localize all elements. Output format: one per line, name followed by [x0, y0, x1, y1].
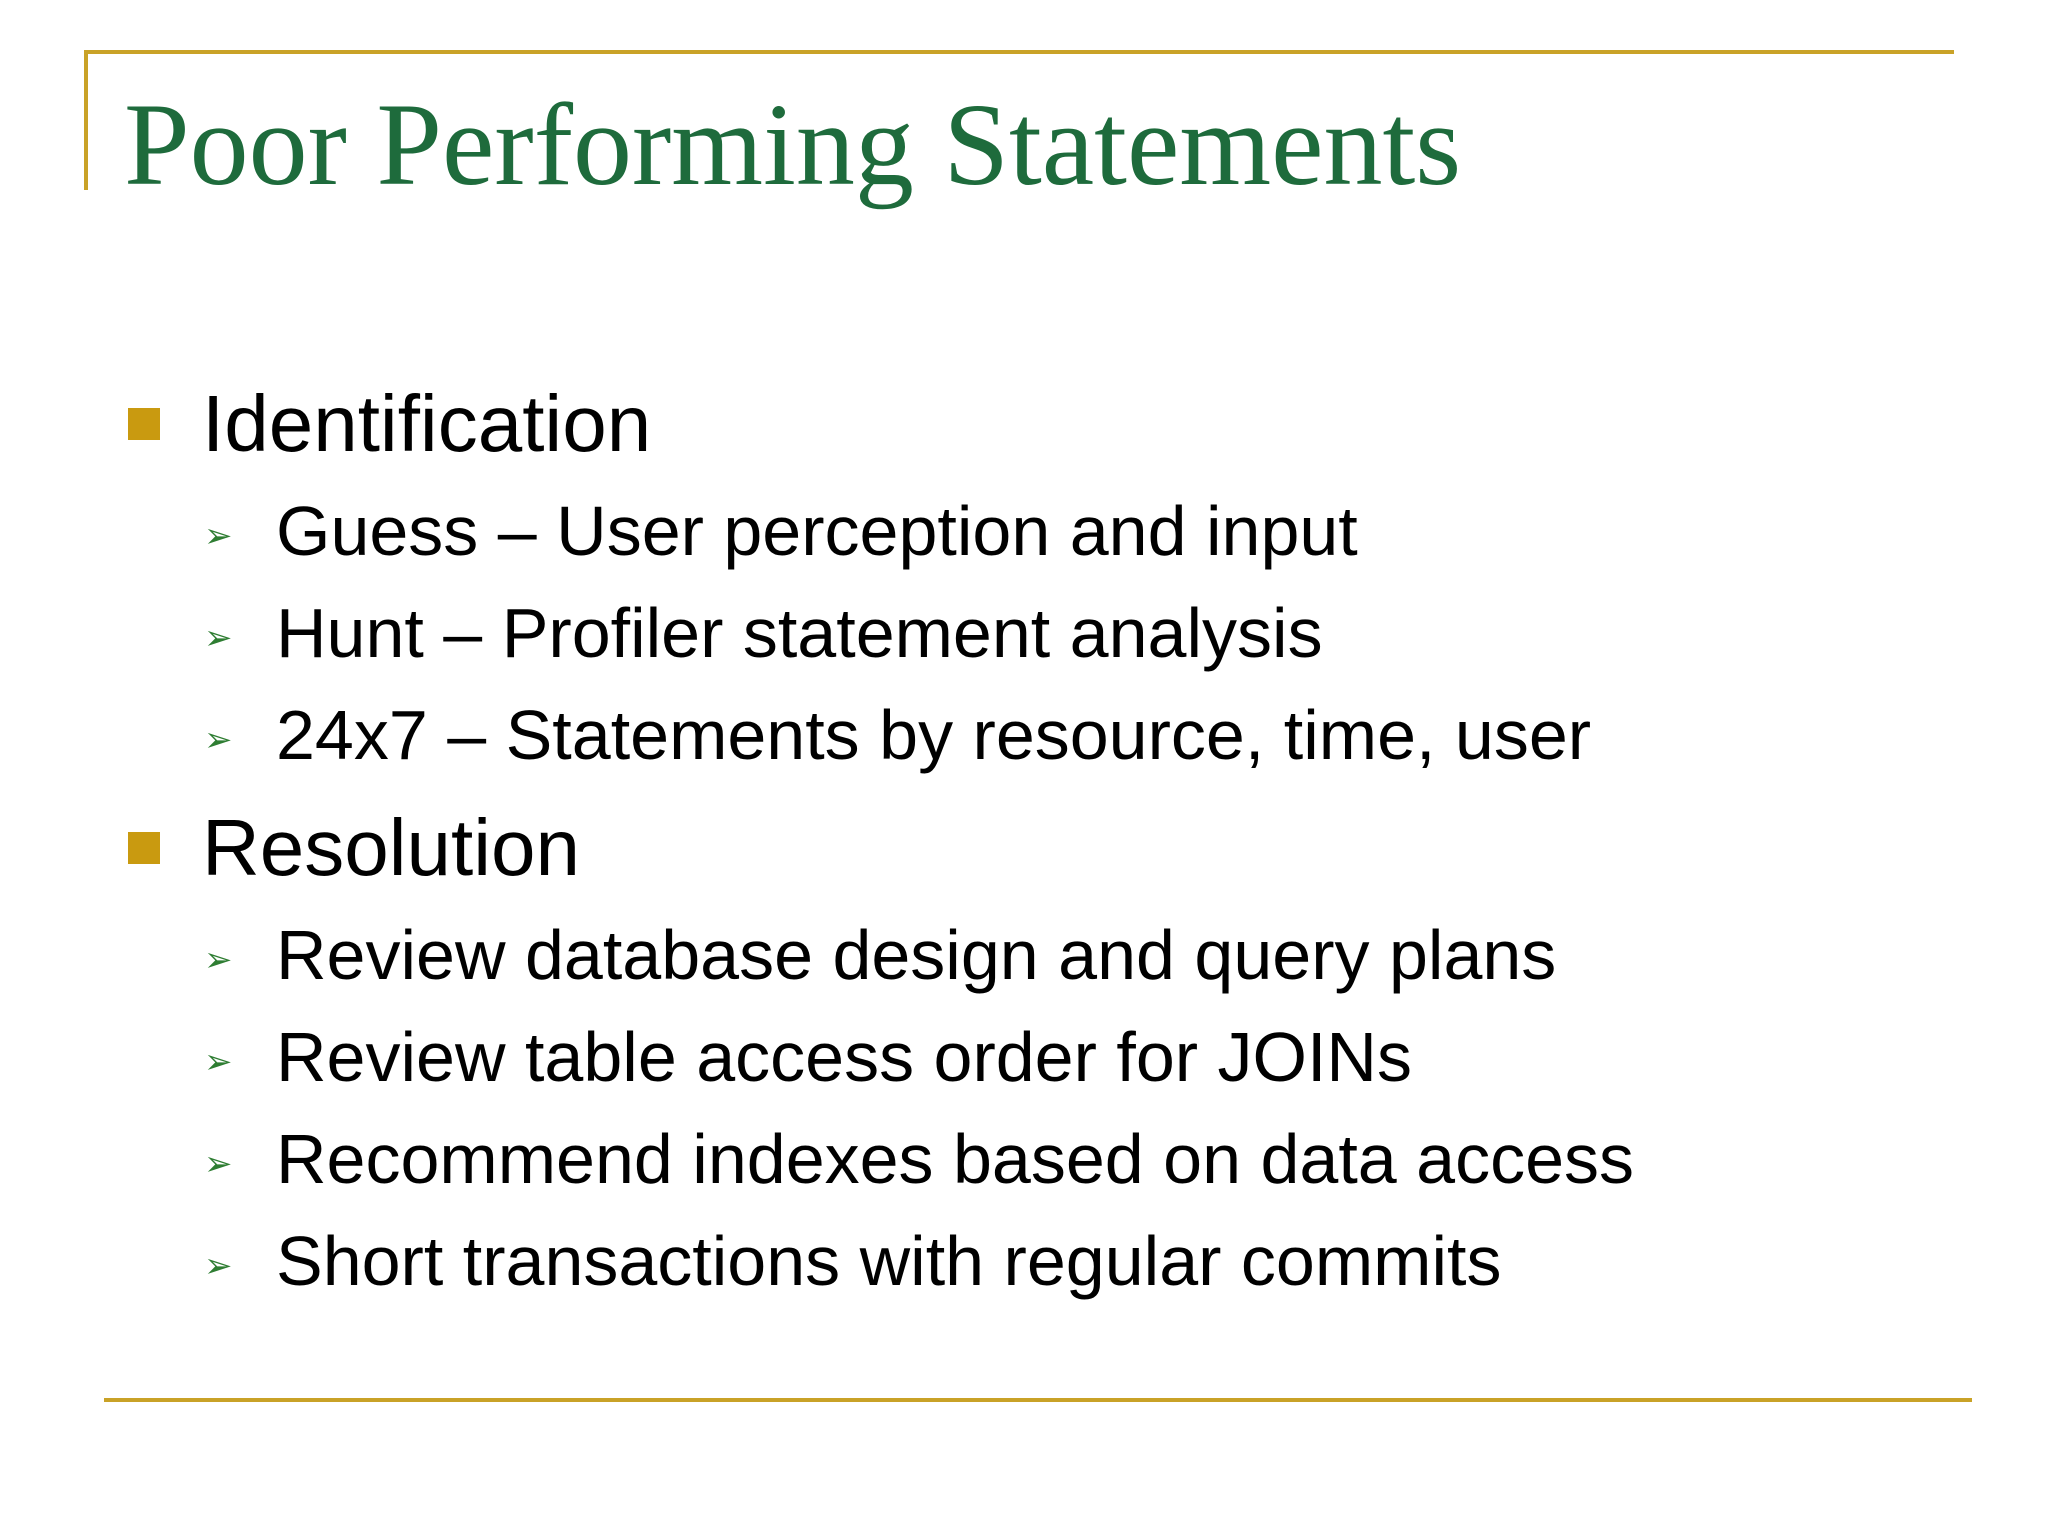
section-identification: [124, 374, 1924, 790]
section-heading: Identification: [202, 379, 652, 468]
arrowhead-bullet-icon: ➢: [204, 1145, 233, 1183]
arrowhead-bullet-icon: ➢: [204, 619, 233, 657]
list-item-text: Short transactions with regular commits: [276, 1222, 1502, 1300]
arrowhead-bullet-icon: ➢: [204, 721, 233, 759]
arrowhead-bullet-icon: ➢: [204, 517, 233, 555]
square-bullet-icon: [128, 408, 160, 440]
list-item-text: Recommend indexes based on data access: [276, 1120, 1635, 1198]
section-gap: [124, 790, 1924, 798]
arrowhead-bullet-icon: ➢: [204, 1043, 233, 1081]
list-item-text: Hunt – Profiler statement analysis: [276, 594, 1323, 672]
list-item-text: Guess – User perception and input: [276, 492, 1358, 570]
list-item: [124, 586, 1924, 688]
left-frame-line: [84, 50, 88, 190]
slide-body: [124, 374, 1924, 1316]
list-item-text: 24x7 – Statements by resource, time, user: [276, 696, 1592, 774]
arrowhead-bullet-icon: ➢: [204, 1247, 233, 1285]
list-item: [124, 1214, 1924, 1316]
section-resolution: [124, 798, 1924, 1316]
list-item: [124, 908, 1924, 1010]
list-item: [124, 1010, 1924, 1112]
list-item: [124, 688, 1924, 790]
arrowhead-bullet-icon: ➢: [204, 941, 233, 979]
level1-item: [124, 798, 1924, 908]
list-item: [124, 484, 1924, 586]
section-heading: Resolution: [202, 803, 581, 892]
level1-item: [124, 374, 1924, 484]
list-item-text: Review table access order for JOINs: [276, 1018, 1412, 1096]
list-item: [124, 1112, 1924, 1214]
bottom-frame-line: [104, 1398, 1972, 1402]
top-frame-line: [86, 50, 1954, 54]
list-item-text: Review database design and query plans: [276, 916, 1557, 994]
square-bullet-icon: [128, 832, 160, 864]
slide-title: Poor Performing Statements: [124, 79, 1462, 210]
